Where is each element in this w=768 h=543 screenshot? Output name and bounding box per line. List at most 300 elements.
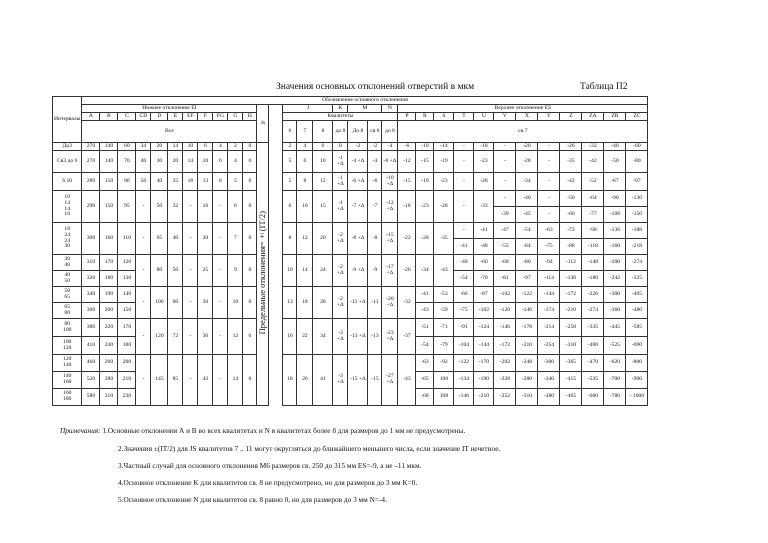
table-cell: 170	[118, 319, 136, 337]
designation-header: Обозначение основного отклонения	[82, 97, 648, 105]
lower-deviation-header: Нижнее отклонение EI	[82, 105, 257, 113]
table-cell: 170	[100, 255, 118, 271]
table-cell: 0	[243, 151, 257, 173]
table-cell: -32	[582, 143, 604, 151]
table-cell: -325	[626, 271, 648, 287]
interval-cell: 50 65	[53, 287, 82, 303]
table-cell: -60	[626, 143, 648, 151]
table-cell: 260	[100, 355, 118, 372]
table-row	[53, 355, 648, 372]
table-cell: -41	[474, 223, 494, 239]
table-cell: 0	[243, 191, 257, 223]
col-js: Js	[257, 105, 269, 143]
table-cell: -700	[604, 372, 626, 389]
table-cell: -	[213, 223, 228, 255]
table-cell: -41	[416, 287, 434, 303]
table-cell: -7	[368, 191, 382, 223]
table-cell: -300	[604, 287, 626, 303]
col-za: ZA	[582, 113, 604, 121]
table-cell: -42	[560, 173, 582, 191]
table-cell: 15	[313, 191, 333, 223]
table-cell: -	[183, 319, 198, 355]
table-cell: -43	[398, 355, 416, 406]
col-c: C	[118, 113, 136, 121]
interval-cell: 18 24 24 30	[53, 223, 82, 255]
table-cell: -	[538, 173, 560, 191]
table-cell: -34	[416, 255, 434, 287]
table-cell: -23	[474, 151, 494, 173]
table-cell: -52	[582, 173, 604, 191]
table-cell: -400	[582, 337, 604, 355]
table-cell: 14	[168, 143, 183, 151]
table-cell: 108	[434, 389, 454, 406]
table-cell: -228	[494, 372, 516, 389]
col-ef: EF	[183, 113, 198, 121]
table-cell: 6	[313, 143, 333, 151]
js-deviation-label: Предельные отклонения=±(IT/2)	[257, 210, 268, 335]
table-cell: -405	[626, 287, 648, 303]
table-cell: 180	[100, 271, 118, 287]
table-cell: -28	[516, 151, 538, 173]
table-cell: -47	[494, 223, 516, 239]
table-cell: 28	[313, 287, 333, 319]
table-cell: -51	[416, 319, 434, 337]
table-cell: -	[454, 143, 474, 151]
table-cell: 2	[283, 143, 297, 151]
table-cell: -97	[626, 173, 648, 191]
table-cell: 50	[168, 255, 183, 287]
quality-7: 7	[297, 121, 313, 143]
table-cell: -80	[516, 255, 538, 271]
table-cell: 13	[198, 173, 213, 191]
table-cell: 34	[136, 143, 151, 151]
table-cell: 145	[151, 355, 168, 406]
table-cell: -200	[604, 255, 626, 271]
table-cell: -9 +Δ	[348, 255, 368, 287]
table-cell: 160	[100, 223, 118, 255]
table-cell: 60	[168, 287, 183, 319]
table-cell: -104	[454, 337, 474, 355]
table-cell: 10	[228, 287, 243, 319]
table-cell: -1 +Δ	[333, 191, 348, 223]
table-cell: -13 +Δ	[348, 319, 368, 355]
table-cell: 40	[151, 173, 168, 191]
table-cell: -41	[454, 239, 474, 255]
quality-6: 6	[283, 121, 297, 143]
table-cell: -54	[416, 337, 434, 355]
table-cell: 130	[118, 271, 136, 287]
table-cell: 20	[168, 151, 183, 173]
table-cell: 43	[198, 355, 213, 406]
col-s: S	[434, 113, 454, 121]
table-cell: -	[494, 173, 516, 191]
table-cell: -	[136, 319, 151, 355]
table-cell: -274	[626, 255, 648, 271]
table-cell: 13	[283, 287, 297, 319]
table-cell: 140	[118, 287, 136, 303]
table-cell: 360	[82, 303, 100, 319]
table-cell: -	[454, 151, 474, 173]
table-cell: -28	[416, 223, 434, 255]
table-cell: -122	[454, 355, 474, 372]
table-cell: -67	[604, 173, 626, 191]
table-cell: 70	[118, 151, 136, 173]
table-cell: -12 +Δ	[382, 191, 398, 223]
table-cell: -	[136, 223, 151, 255]
table-cell: -34	[516, 173, 538, 191]
table-row	[53, 255, 648, 271]
table-cell: 280	[100, 372, 118, 389]
col-zb: ZB	[604, 113, 626, 121]
table-cell: -380	[538, 389, 560, 406]
table-cell: -28	[474, 173, 494, 191]
interval-cell: Св3 до 6	[53, 151, 82, 173]
table-cell: 0	[243, 287, 257, 319]
table-cell: -81	[494, 271, 516, 287]
table-cell: 2	[228, 143, 243, 151]
table-cell: -188	[626, 223, 648, 239]
upper-deviation-header: Верхнее отклонение ES	[398, 105, 648, 113]
table-cell: 140	[100, 151, 118, 173]
note-5: 5.Основное отклонение N для квалитетов св. 8 равно 0, но для размеров до 3 мм N=-4.	[118, 495, 387, 504]
table-cell: 4	[297, 143, 313, 151]
table-cell: -8	[368, 223, 382, 255]
table-cell: -77	[582, 207, 604, 223]
table-cell: -146	[494, 319, 516, 337]
table-cell: -	[183, 287, 198, 319]
table-cell: -2 +Δ	[333, 255, 348, 287]
table-cell: 95	[118, 191, 136, 223]
table-cell: 50	[151, 191, 168, 223]
table-cell: -11	[368, 287, 382, 319]
table-cell: -48	[474, 239, 494, 255]
table-cell: 10	[313, 151, 333, 173]
table-cell: 140	[100, 143, 118, 151]
table-cell: 22	[297, 319, 313, 355]
table-cell: -130	[626, 191, 648, 207]
table-cell: -360	[604, 303, 626, 319]
table-cell: 270	[82, 143, 100, 151]
table-cell: -8 +Δ	[348, 223, 368, 255]
table-cell: 380	[82, 319, 100, 337]
interval-cell: 65 80	[53, 303, 82, 319]
table-cell: 85	[168, 355, 183, 406]
col-k: K	[333, 105, 348, 113]
table-cell: 0	[243, 173, 257, 191]
table-cell: 34	[313, 319, 333, 355]
interval-cell: 100 120	[53, 337, 82, 355]
table-cell: -	[454, 173, 474, 191]
table-cell: -87	[474, 287, 494, 303]
table-cell: -620	[604, 355, 626, 372]
table-cell: -40	[516, 191, 538, 207]
table-cell: -65	[416, 372, 434, 389]
table-cell: 14	[297, 255, 313, 287]
table-cell: 20	[313, 223, 333, 255]
col-zc: ZC	[626, 113, 648, 121]
col-j: J	[283, 105, 333, 113]
table-cell: -1 +Δ	[333, 151, 348, 173]
table-cell: 32	[168, 191, 183, 223]
table-cell: -4	[382, 143, 398, 151]
interval-cell: 40 50	[53, 271, 82, 287]
table-row	[53, 173, 648, 191]
table-cell: 24	[313, 255, 333, 287]
table-cell: -50	[560, 191, 582, 207]
table-cell: -	[538, 151, 560, 173]
table-cell: 310	[82, 255, 100, 271]
table-cell: -15 +Δ	[382, 223, 398, 255]
table-cell: 120	[118, 255, 136, 271]
table-cell: -2	[368, 143, 382, 151]
table-cell: -6	[398, 143, 416, 151]
table-cell: 5	[228, 173, 243, 191]
table-cell: -45	[516, 207, 538, 223]
table-cell: 80	[151, 255, 168, 287]
table-cell: -136	[604, 223, 626, 239]
table-cell: 7	[228, 223, 243, 255]
quality-m-upto8: До 8	[348, 121, 368, 143]
page-title: Значения основных отклонений отверстий в мкм	[276, 82, 475, 92]
table-cell: 30	[151, 151, 168, 173]
table-cell: -	[538, 191, 560, 207]
table-cell: -48	[454, 255, 474, 271]
table-cell: 210	[118, 372, 136, 389]
table-cell: 460	[82, 355, 100, 372]
table-cell: -71	[434, 319, 454, 337]
table-cell: -172	[560, 287, 582, 303]
table-cell: -15 +Δ	[348, 355, 368, 406]
table-cell: -2	[348, 143, 368, 151]
table-cell: 4	[228, 151, 243, 173]
table-cell: 80	[118, 173, 136, 191]
col-v: V	[494, 113, 516, 121]
table-cell: 60	[118, 143, 136, 151]
table-cell: -134	[454, 372, 474, 389]
table-cell: -11 +Δ	[348, 287, 368, 319]
table-cell: -22	[398, 223, 416, 255]
table-cell: -2 +Δ	[333, 223, 348, 255]
table-cell: -59	[434, 303, 454, 319]
table-label: Таблица П2	[580, 82, 628, 92]
quality-over7: св 7	[398, 121, 648, 143]
table-cell: 40	[168, 223, 183, 255]
table-cell: -15	[416, 151, 434, 173]
table-cell: -114	[538, 271, 560, 287]
col-t: T	[454, 113, 474, 121]
table-cell: -8 +Δ	[382, 151, 398, 173]
col-a: A	[82, 113, 100, 121]
qualities-header: Квалитеты	[283, 113, 398, 121]
interval-header: Интервалы	[53, 97, 82, 143]
table-cell: -335	[582, 319, 604, 337]
table-cell: -33	[474, 191, 494, 223]
table-cell: - 1000	[626, 389, 648, 406]
table-cell: -690	[626, 337, 648, 355]
table-cell: -148	[582, 255, 604, 271]
table-cell: -248	[516, 355, 538, 372]
interval-cell: 140 160	[53, 372, 82, 389]
table-cell: -20	[516, 143, 538, 151]
table-cell: -2 +Δ	[333, 287, 348, 319]
table-cell: -310	[560, 337, 582, 355]
table-cell: -	[538, 143, 560, 151]
table-cell: -112	[560, 255, 582, 271]
table-cell: 20	[151, 143, 168, 151]
table-cell: -	[183, 255, 198, 287]
table-cell: 120	[151, 319, 168, 355]
col-cd: CD	[136, 113, 151, 121]
table-cell: -252	[494, 389, 516, 406]
table-cell: -94	[538, 255, 560, 271]
table-cell: 230	[118, 389, 136, 406]
table-cell: 520	[82, 372, 100, 389]
table-cell: -19	[434, 151, 454, 173]
table-cell: -54	[516, 223, 538, 239]
table-cell: -40	[604, 143, 626, 151]
table-cell: 6	[198, 143, 213, 151]
table-cell: -146	[454, 389, 474, 406]
table-cell: -37	[398, 319, 416, 355]
table-cell: -	[136, 191, 151, 223]
table-cell: -9	[368, 255, 382, 287]
table-cell: -66	[454, 287, 474, 303]
table-cell: -	[213, 287, 228, 319]
table-cell: -23 +Δ	[382, 319, 398, 355]
table-cell: 72	[168, 319, 183, 355]
quality-m-over8: св 8	[368, 121, 382, 143]
table-cell: -445	[604, 319, 626, 337]
col-u: U	[474, 113, 494, 121]
table-cell: -12	[398, 151, 416, 173]
table-cell: 300	[82, 223, 100, 255]
table-cell: 20	[198, 223, 213, 255]
table-cell: -64	[582, 191, 604, 207]
col-y: Y	[538, 113, 560, 121]
table-cell: 0	[333, 143, 348, 151]
table-cell: 5	[283, 151, 297, 173]
table-cell: 10	[183, 143, 198, 151]
note-1: 1.Основные отклонения А и В во всех квалитетах и N в квалитетах более 8 для размеров до 1 мм не предусмотрены.	[102, 426, 466, 435]
table-cell: -18	[474, 143, 494, 151]
table-cell: 180	[118, 337, 136, 355]
table-cell: -75	[454, 303, 474, 319]
interval-cell: 120 140	[53, 355, 82, 372]
table-cell: -42	[582, 151, 604, 173]
col-m: M	[348, 105, 382, 113]
all-qualities-label: Все	[82, 121, 257, 143]
table-cell: 8	[283, 223, 297, 255]
table-cell: -53	[434, 287, 454, 303]
table-cell: -525	[604, 337, 626, 355]
table-cell: -160	[604, 239, 626, 255]
table-cell: -174	[538, 303, 560, 319]
table-cell: 150	[118, 303, 136, 319]
table-cell: 340	[82, 287, 100, 303]
interval-cell: 30 40	[53, 255, 82, 271]
table-cell: -108	[604, 207, 626, 223]
table-cell: 12	[228, 319, 243, 355]
col-d: D	[151, 113, 168, 121]
table-cell: -3 +Δ	[333, 319, 348, 355]
table-cell: -	[213, 255, 228, 287]
table-cell: 580	[82, 389, 100, 406]
table-row	[53, 151, 648, 173]
table-cell: -75	[538, 239, 560, 255]
table-cell: -	[494, 151, 516, 173]
table-cell: -118	[582, 239, 604, 255]
table-cell: -	[213, 319, 228, 355]
table-cell: -226	[582, 287, 604, 303]
table-cell: 18	[183, 173, 198, 191]
table-cell: -210	[474, 389, 494, 406]
table-cell: 8	[297, 173, 313, 191]
table-cell: -13	[368, 319, 382, 355]
table-cell: -43	[434, 255, 454, 287]
table-cell: -	[494, 191, 516, 207]
table-cell: 30	[198, 287, 213, 319]
table-cell: -68	[494, 255, 516, 271]
table-cell: -1 +Δ	[333, 173, 348, 191]
table-cell: -150	[626, 207, 648, 223]
table-cell: 14	[228, 355, 243, 406]
table-cell: 12	[313, 173, 333, 191]
table-cell: -79	[434, 337, 454, 355]
table-cell: -3 +Δ	[333, 355, 348, 406]
table-cell: -63	[538, 223, 560, 239]
table-cell: -20 +Δ	[382, 287, 398, 319]
table-cell: -214	[538, 319, 560, 337]
table-cell: -180	[582, 271, 604, 287]
table-cell: -	[183, 191, 198, 223]
table-cell: -10 +Δ	[382, 173, 398, 191]
table-cell: 25	[168, 173, 183, 191]
table-cell: -102	[494, 287, 516, 303]
table-cell: 6	[283, 191, 297, 223]
table-cell: 0	[243, 223, 257, 255]
table-cell: 150	[100, 173, 118, 191]
table-cell: -310	[516, 389, 538, 406]
table-cell: -17 +Δ	[382, 255, 398, 287]
table-cell: -	[454, 223, 474, 239]
table-cell: -136	[560, 271, 582, 287]
table-cell: 150	[100, 191, 118, 223]
table-cell: 100	[434, 372, 454, 389]
table-cell: -90	[604, 191, 626, 207]
table-cell: 18	[283, 355, 297, 406]
col-p: P	[398, 113, 416, 121]
table-cell: -900	[626, 372, 648, 389]
table-cell: 9	[228, 255, 243, 287]
table-cell: -146	[516, 303, 538, 319]
quality-8: 8	[313, 121, 333, 143]
note-2: 2.Значения ±(IT/2) для JS квалитетов 7 .. 11 могут округляться до ближайшего меньшего числа, если значение IT нечетное.	[118, 444, 501, 453]
table-cell: -242	[604, 271, 626, 287]
table-cell: -6	[368, 173, 382, 191]
table-row	[53, 319, 648, 337]
table-cell: 10	[297, 191, 313, 223]
col-z: Z	[560, 113, 582, 121]
table-cell: -	[213, 191, 228, 223]
table-cell: -27 +Δ	[382, 355, 398, 406]
table-cell: 41	[313, 355, 333, 406]
table-cell: 16	[283, 319, 297, 355]
table-row	[53, 223, 648, 239]
table-cell: -210	[516, 337, 538, 355]
table-cell: -68	[416, 389, 434, 406]
table-cell: -170	[474, 355, 494, 372]
table-cell: -	[183, 223, 198, 255]
